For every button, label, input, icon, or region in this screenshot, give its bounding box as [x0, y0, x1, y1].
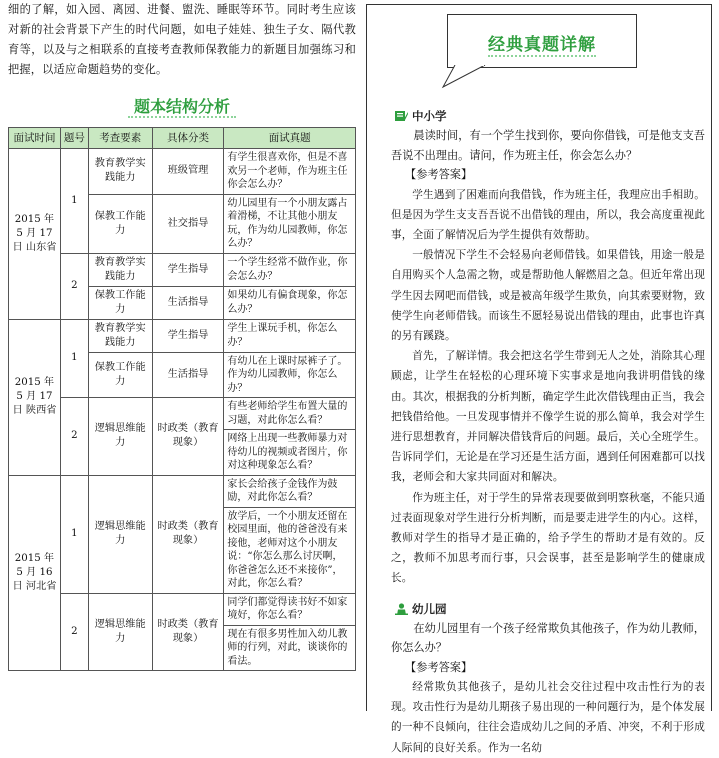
kindergarten-question: 在幼儿园里有一个孩子经常欺负其他孩子，作为幼儿教师，你怎么办？	[391, 621, 705, 655]
kindergarten-heading-text: 幼儿园	[412, 601, 447, 616]
table-row	[9, 593, 356, 625]
number-cell: 2	[60, 253, 88, 319]
question-cell: 学生上课玩手机，你怎么办？	[224, 319, 356, 352]
question-cell: 放学后，一个小朋友还留在校园里面，他的爸爸没有来接他，老师对这个小朋友说：“你怎么那么讨厌啊，你爸爸怎么还不来接你”，对此，你怎么看？	[224, 507, 356, 593]
bubble-tail-icon	[437, 65, 497, 95]
classic-content	[391, 108, 705, 758]
table-row	[9, 398, 356, 430]
element-cell: 保教工作能力	[88, 352, 152, 398]
question-cell: 有幼儿在上课时尿裤子了。作为幼儿园教师，你怎么办？	[224, 352, 356, 398]
element-cell: 逻辑思维能力	[88, 475, 152, 593]
kindergarten-answer-label: 【参考答案】	[405, 660, 473, 674]
header-number: 题号	[60, 128, 88, 149]
category-cell: 生活指导	[152, 286, 224, 319]
element-cell: 保教工作能力	[88, 286, 152, 319]
left-column	[8, 0, 356, 671]
number-cell: 1	[60, 319, 88, 398]
element-cell: 逻辑思维能力	[88, 398, 152, 476]
category-cell: 生活指导	[152, 352, 224, 398]
kindergarten-paragraph: 经常欺负其他孩子，是幼儿社会交往过程中攻击性行为的表现。攻击性行为是幼儿期孩子易出现的一种问题行为，是个体发展的一种不良倾向，往往会造成幼儿之间的矛盾、冲突，不利于形成人际间的良好关系。作为一名幼	[391, 681, 705, 754]
kindergarten-heading	[395, 601, 705, 617]
element-cell: 教育教学实践能力	[88, 253, 152, 286]
time-cell: 2015 年 5 月 17 日 陕西省	[9, 319, 61, 475]
primary-question: 晨读时间，有一个学生找到你，要向你借钱，可是他支支吾吾说不出理由。请问，作为班主任，你会怎么办？	[391, 129, 705, 162]
category-cell: 时政类（教育现象）	[152, 593, 224, 671]
question-cell: 现在有很多男性加入幼儿教师的行列，对此，谈谈你的看法。	[224, 625, 356, 671]
number-cell: 1	[60, 149, 88, 254]
question-cell: 一个学生经常不做作业，你会怎么办？	[224, 253, 356, 286]
element-cell: 保教工作能力	[88, 194, 152, 253]
table-row	[9, 149, 356, 195]
time-cell: 2015 年 5 月 17 日 山东省	[9, 149, 61, 320]
book-pencil-icon	[395, 110, 408, 122]
question-cell: 有学生很喜欢你，但是不喜欢另一个老师，作为班主任你会怎么办？	[224, 149, 356, 195]
structure-table	[8, 127, 356, 671]
question-cell: 家长会给孩子金钱作为鼓励，对此你怎么看？	[224, 475, 356, 507]
header-category: 具体分类	[152, 128, 224, 149]
child-icon	[395, 603, 408, 615]
primary-paragraph: 作为班主任，对于学生的异常表现要做到明察秋毫，不能只通过表面现象对学生进行分析判断，而是要走进学生的内心。这样，教师对学生的指导才是正确的，给予学生的帮助才是有效的。反之，教师不加思考而行事，只会误事，甚至是影响学生的健康成长。	[391, 491, 705, 585]
primary-heading	[395, 108, 705, 124]
table-row	[9, 475, 356, 507]
category-cell: 学生指导	[152, 319, 224, 352]
question-cell: 幼儿园里有一个小朋友露占着滑梯，不让其他小朋友玩，作为幼儿园教师，你怎么办？	[224, 194, 356, 253]
element-cell: 教育教学实践能力	[88, 319, 152, 352]
header-element: 考查要素	[88, 128, 152, 149]
primary-paragraph: 学生遇到了困难而向我借钱，作为班主任，我理应出手相助。但是因为学生支支吾吾说不出借钱的理由，所以，我会高度重视此事，全面了解情况后为学生提供有效帮助。	[391, 188, 705, 241]
table-header-row	[9, 128, 356, 149]
primary-paragraph: 首先，了解详情。我会把这名学生带到无人之处，消除其心理顾虑，让学生在轻松的心理环境下实事求是地向我讲明借钱的缘由。其次，根据我的分析判断，确定学生此次借钱理由正当，我会把钱借给他。一旦发现事情并不像学生说的那么简单，我会对学生进行思想教育，并同解决借钱背后的问题。最后，关心全班学生。告诉同学们，无论是在学习还是生活方面，遇到任何困难都可以找我，老师会和大家共同面对和解决。	[391, 350, 705, 484]
structure-section-title	[8, 94, 356, 117]
question-cell: 有些老师给学生布置大量的习题，对此你怎么看？	[224, 398, 356, 430]
right-panel	[366, 4, 712, 754]
primary-paragraph: 一般情况下学生不会轻易向老师借钱。如果借钱，用途一般是自用购买个人急需之物，或是帮助他人解燃眉之急。但近年常出现学生因去网吧而借钱，或是被高年级学生欺负，向其索要财物，致使学生向老师借钱。而该生不愿轻易说出借钱的理由，此事也许真的另有蹊跷。	[391, 249, 705, 342]
classic-title-text: 经典真题详解	[488, 35, 596, 55]
number-cell: 2	[60, 398, 88, 476]
category-cell: 学生指导	[152, 253, 224, 286]
structure-title-text: 题本结构分析	[128, 97, 236, 118]
number-cell: 1	[60, 475, 88, 593]
element-cell: 逻辑思维能力	[88, 593, 152, 671]
intro-paragraph: 细的了解，如入园、离园、进餐、盥洗、睡眠等环节。同时考生应该对新的社会背景下产生的时代问题，如电子娃娃、独生子女、隔代教育等，以及与之相联系的直接考查教师保教能力的新题目加强练习和把握，以适应命题趋势的变化。	[8, 3, 356, 76]
header-question: 面试真题	[224, 128, 356, 149]
time-cell: 2015 年 5 月 16 日 河北省	[9, 475, 61, 671]
question-cell: 同学们都觉得读书好不如家境好，你怎么看？	[224, 593, 356, 625]
category-cell: 班级管理	[152, 149, 224, 195]
table-row	[9, 253, 356, 286]
primary-answer-label: 【参考答案】	[405, 168, 473, 181]
header-time: 面试时间	[9, 128, 61, 149]
category-cell: 社交指导	[152, 194, 224, 253]
question-cell: 如果幼儿有偏食现象，你怎么办？	[224, 286, 356, 319]
element-cell: 教育教学实践能力	[88, 149, 152, 195]
category-cell: 时政类（教育现象）	[152, 475, 224, 593]
number-cell: 2	[60, 593, 88, 671]
table-row	[9, 319, 356, 352]
question-cell: 网络上出现一些教师暴力对待幼儿的视频或者图片，你对这种现象怎么看？	[224, 430, 356, 476]
classic-title-bubble	[447, 14, 637, 68]
category-cell: 时政类（教育现象）	[152, 398, 224, 476]
primary-heading-text: 中小学	[412, 109, 447, 123]
